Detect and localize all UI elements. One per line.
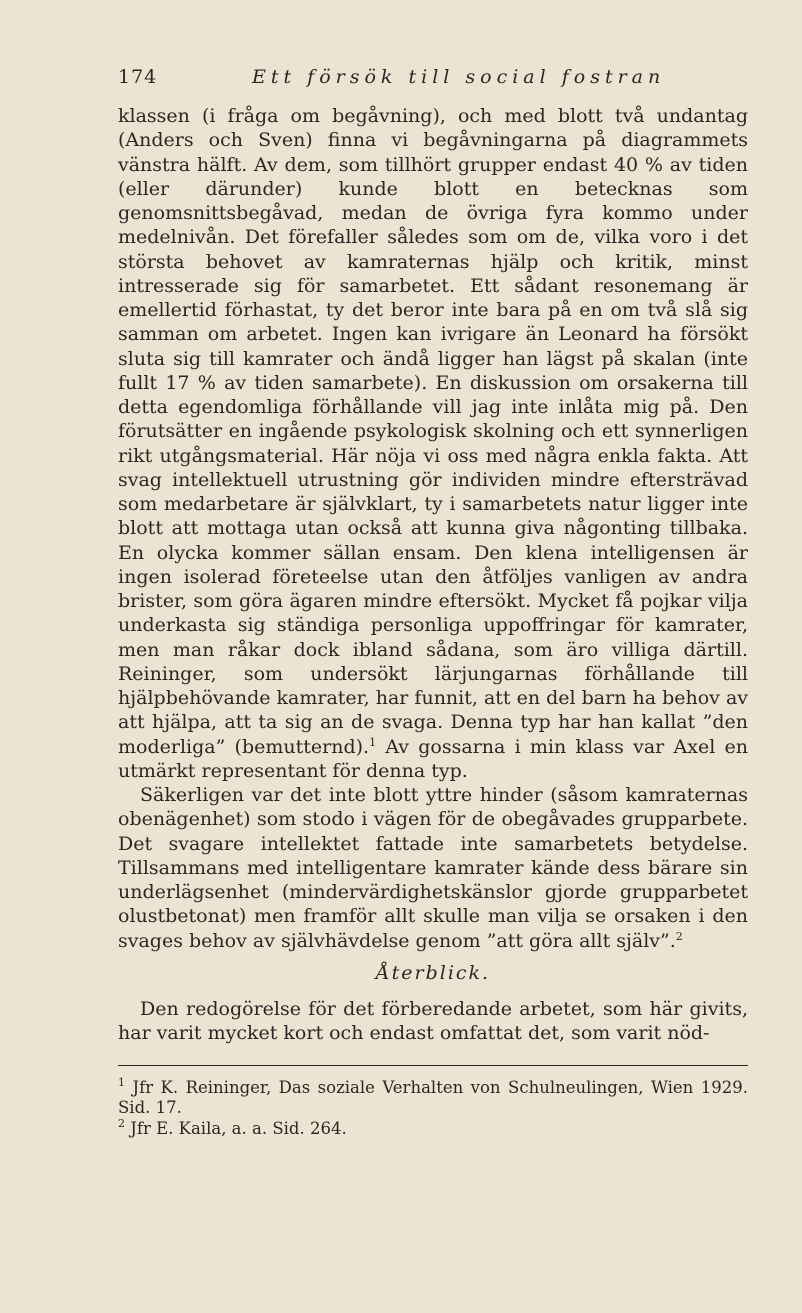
footnote-2-text: Jfr E. Kaila, a. a. Sid. 264. <box>130 1119 347 1138</box>
paragraph-2 <box>118 783 748 953</box>
body-text <box>118 104 748 1046</box>
running-header <box>118 64 748 94</box>
footnote-1-text: Jfr K. Reininger, Das soziale Verhalten von Schulneulingen, Wien 1929. Sid. 17. <box>118 1078 748 1117</box>
paragraph-3: Den redogörelse för det förberedande arbetet, som här givits, har varit mycket kort och endast omfattat det, som varit nöd- <box>118 998 748 1045</box>
paragraph-1 <box>118 104 748 783</box>
page-number: 174 <box>118 66 158 88</box>
section-heading: Återblick. <box>375 961 491 984</box>
paragraph-1-tail: Av gossarna i min klass var Axel en utmärkt representant för denna typ. <box>118 735 748 782</box>
footnotes <box>118 1078 748 1139</box>
footnote-2-mark: 2 <box>118 1117 125 1130</box>
paragraph-1-text: klassen (i fråga om begåvning), och med blott två undantag (Anders och Sven) finna vi begåvningarna på diagrammets vänstra hälft. Av dem, som tillhört grupper endast 40 % av tiden (eller därunder) kunde blott en betecknas som genomsnittsbegåvad, medan de övriga fyra kommo under medelnivån. Det förefaller således som om de, vilka voro i det största behovet av kamraternas hjälp och kritik, minst intresserade sig för samarbetet. Ett sådant resonemang är emellertid förhastat, ty det beror inte bara på en om två slå sig samman om arbetet. Ingen kan ivrigare än Leonard ha försökt sluta sig till kamrater och ändå ligger han lägst på skalan (inte fullt 17 % av tiden samarbete). En diskussion om orsakerna till detta egendomliga förhållande vill jag inte inlåta mig på. Den förutsätter en ingående psykologisk skolning och ett synnerligen rikt utgångsmaterial. Här nöja vi oss med några enkla fakta. Att svag intellektuell utrustning gör individen mindre eftersträvad som medarbetare är självklart, ty i samarbetets natur ligger inte blott att mottaga utan också att kunna giva någonting tillbaka. En olycka kommer sällan ensam. Den klena intelligensen är ingen isolerad företeelse utan den åtföljes vanligen av andra brister, som göra ägaren mindre eftersökt. Mycket få pojkar vilja underkasta sig ständiga personliga uppoffringar för kamrater, men man råkar dock ibland sådana, som äro villiga därtill. Reininger, som undersökt lärjungarnas förhållande till hjälpbehövande kamrater, har funnit, att en del barn ha behov av att hjälpa, att ta sig an de svaga. Denna typ har han kallat ”den moderliga” (bemutternd). <box>118 105 749 758</box>
footnote-ref-1: 1 <box>369 735 377 749</box>
paragraph-2-text: Säkerligen var det inte blott yttre hinder (såsom kamraternas obenägenhet) som stodo i vägen för de obegåvades grupparbete. Det svagare intellektet fattade inte samarbetets betydelse. Tillsammans med intelligentare kamrater kände dess bärare sin underlägsenhet (mindervärdighetskänslor gjorde grupparbetet olustbetonat) men framför allt skulle man vilja se orsaken i den svages behov av självhävdelse genom ”att göra allt själv”. <box>118 784 748 952</box>
footnote-1 <box>118 1078 748 1118</box>
footnote-ref-2: 2 <box>675 929 683 943</box>
footnote-divider <box>118 1065 748 1066</box>
footnote-1-mark: 1 <box>118 1076 125 1089</box>
footnote-2 <box>118 1119 748 1139</box>
running-title: Ett försök till social fostran <box>252 66 666 88</box>
